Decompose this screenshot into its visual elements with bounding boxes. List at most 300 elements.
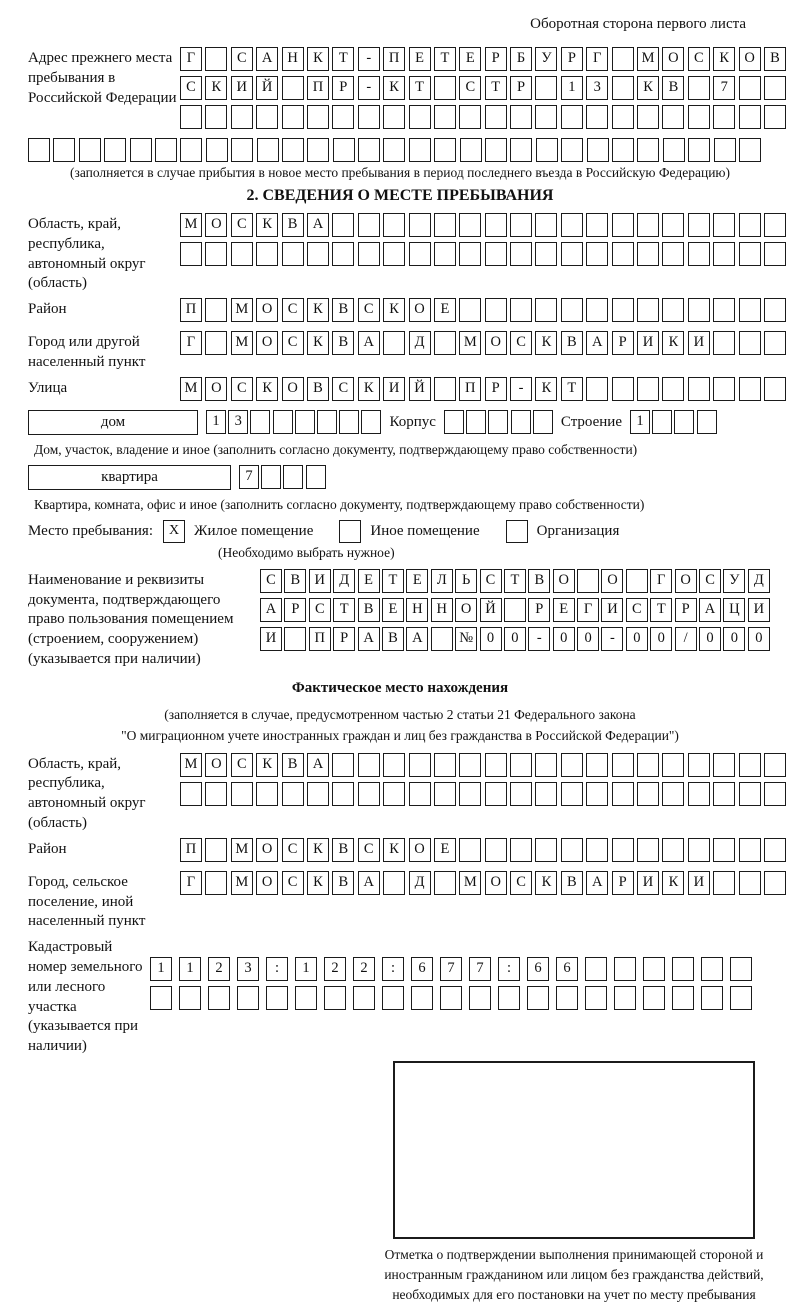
char-box[interactable] (459, 105, 481, 129)
char-box[interactable] (585, 957, 607, 981)
char-box[interactable]: И (383, 377, 405, 401)
char-box[interactable] (739, 331, 761, 355)
char-box[interactable]: О (409, 298, 431, 322)
char-box[interactable]: - (528, 627, 550, 651)
char-box[interactable] (205, 242, 227, 266)
char-box[interactable] (333, 138, 355, 162)
char-box[interactable] (409, 213, 431, 237)
char-box[interactable] (535, 76, 557, 100)
char-box[interactable] (701, 986, 723, 1010)
char-box[interactable]: А (586, 331, 608, 355)
char-box[interactable] (739, 753, 761, 777)
char-box[interactable] (250, 410, 270, 434)
char-box[interactable]: М (180, 377, 202, 401)
char-box[interactable]: В (528, 569, 550, 593)
char-box[interactable] (434, 871, 456, 895)
char-box[interactable]: П (180, 298, 202, 322)
char-box[interactable]: И (688, 331, 710, 355)
char-box[interactable] (155, 138, 177, 162)
char-box[interactable]: Р (561, 47, 583, 71)
char-box[interactable] (701, 957, 723, 981)
char-box[interactable]: Д (409, 871, 431, 895)
char-box[interactable]: В (282, 753, 304, 777)
char-box[interactable]: С (358, 838, 380, 862)
char-box[interactable] (739, 782, 761, 806)
char-box[interactable] (485, 753, 507, 777)
char-box[interactable]: Т (409, 76, 431, 100)
char-box[interactable]: К (256, 753, 278, 777)
char-box[interactable] (440, 986, 462, 1010)
char-box[interactable]: И (637, 331, 659, 355)
char-box[interactable]: М (231, 298, 253, 322)
char-box[interactable] (533, 410, 553, 434)
char-box[interactable] (434, 331, 456, 355)
char-box[interactable] (180, 242, 202, 266)
char-box[interactable]: 3 (228, 410, 248, 434)
char-box[interactable] (205, 298, 227, 322)
char-box[interactable] (739, 76, 761, 100)
char-box[interactable] (587, 138, 609, 162)
char-box[interactable]: Р (333, 627, 355, 651)
char-box[interactable] (536, 138, 558, 162)
char-box[interactable]: И (688, 871, 710, 895)
char-box[interactable] (295, 410, 315, 434)
char-box[interactable] (459, 838, 481, 862)
char-box[interactable]: Д (409, 331, 431, 355)
char-box[interactable] (637, 377, 659, 401)
char-box[interactable] (485, 838, 507, 862)
char-box[interactable]: Е (434, 838, 456, 862)
char-box[interactable]: Й (256, 76, 278, 100)
char-box[interactable] (282, 138, 304, 162)
char-box[interactable]: С (510, 331, 532, 355)
char-box[interactable]: А (260, 598, 282, 622)
char-box[interactable]: С (688, 47, 710, 71)
char-box[interactable] (612, 782, 634, 806)
char-box[interactable] (510, 753, 532, 777)
char-box[interactable] (662, 105, 684, 129)
char-box[interactable]: О (553, 569, 575, 593)
char-box[interactable] (713, 782, 735, 806)
char-box[interactable] (586, 377, 608, 401)
char-box[interactable]: К (307, 838, 329, 862)
char-box[interactable]: С (282, 871, 304, 895)
char-box[interactable] (688, 377, 710, 401)
char-box[interactable] (206, 138, 228, 162)
char-box[interactable]: Р (332, 76, 354, 100)
char-box[interactable] (383, 138, 405, 162)
char-box[interactable] (231, 138, 253, 162)
char-box[interactable] (358, 753, 380, 777)
char-box[interactable] (180, 105, 202, 129)
char-box[interactable] (358, 138, 380, 162)
char-box[interactable]: В (332, 331, 354, 355)
char-box[interactable] (688, 76, 710, 100)
char-box[interactable] (361, 410, 381, 434)
char-box[interactable]: К (383, 298, 405, 322)
char-box[interactable] (358, 782, 380, 806)
char-box[interactable] (485, 213, 507, 237)
char-box[interactable] (205, 782, 227, 806)
char-box[interactable] (586, 105, 608, 129)
char-box[interactable]: П (309, 627, 331, 651)
char-box[interactable]: 7 (713, 76, 735, 100)
char-box[interactable]: С (510, 871, 532, 895)
char-box[interactable]: 1 (150, 957, 172, 981)
char-box[interactable] (382, 986, 404, 1010)
char-box[interactable] (713, 377, 735, 401)
char-box[interactable]: Г (586, 47, 608, 71)
house-type-box[interactable]: дом (28, 410, 198, 435)
char-box[interactable]: О (485, 331, 507, 355)
char-box[interactable]: 0 (504, 627, 526, 651)
char-box[interactable]: Е (553, 598, 575, 622)
char-box[interactable]: К (535, 377, 557, 401)
char-box[interactable] (353, 986, 375, 1010)
char-box[interactable] (282, 76, 304, 100)
char-box[interactable]: 0 (650, 627, 672, 651)
char-box[interactable] (383, 105, 405, 129)
char-box[interactable]: Ц (723, 598, 745, 622)
char-box[interactable] (662, 298, 684, 322)
char-box[interactable] (688, 782, 710, 806)
char-box[interactable] (488, 410, 508, 434)
char-box[interactable]: : (382, 957, 404, 981)
char-box[interactable]: Ь (455, 569, 477, 593)
char-box[interactable] (612, 838, 634, 862)
char-box[interactable] (434, 76, 456, 100)
char-box[interactable] (586, 838, 608, 862)
char-box[interactable]: М (459, 331, 481, 355)
char-box[interactable] (713, 838, 735, 862)
char-box[interactable] (612, 105, 634, 129)
char-box[interactable]: 0 (577, 627, 599, 651)
char-box[interactable] (626, 569, 648, 593)
char-box[interactable] (411, 986, 433, 1010)
char-box[interactable] (208, 986, 230, 1010)
char-box[interactable]: 2 (353, 957, 375, 981)
char-box[interactable] (612, 138, 634, 162)
char-box[interactable]: 1 (179, 957, 201, 981)
char-box[interactable] (383, 871, 405, 895)
char-box[interactable]: 0 (553, 627, 575, 651)
char-box[interactable] (637, 753, 659, 777)
char-box[interactable]: Г (180, 331, 202, 355)
char-box[interactable]: К (358, 377, 380, 401)
char-box[interactable]: К (307, 298, 329, 322)
char-box[interactable]: 0 (723, 627, 745, 651)
char-box[interactable] (612, 753, 634, 777)
char-box[interactable]: П (180, 838, 202, 862)
char-box[interactable]: - (358, 76, 380, 100)
char-box[interactable] (764, 105, 786, 129)
char-box[interactable] (339, 410, 359, 434)
char-box[interactable] (332, 105, 354, 129)
char-box[interactable] (739, 242, 761, 266)
char-box[interactable] (510, 105, 532, 129)
char-box[interactable] (256, 242, 278, 266)
char-box[interactable]: И (260, 627, 282, 651)
char-box[interactable]: Г (180, 47, 202, 71)
char-box[interactable]: И (637, 871, 659, 895)
char-box[interactable]: Н (431, 598, 453, 622)
char-box[interactable]: А (406, 627, 428, 651)
char-box[interactable] (511, 410, 531, 434)
char-box[interactable] (637, 782, 659, 806)
char-box[interactable]: О (282, 377, 304, 401)
char-box[interactable]: Р (510, 76, 532, 100)
char-box[interactable] (307, 105, 329, 129)
char-box[interactable]: Е (459, 47, 481, 71)
char-box[interactable] (739, 377, 761, 401)
char-box[interactable]: В (307, 377, 329, 401)
char-box[interactable] (612, 76, 634, 100)
char-box[interactable] (53, 138, 75, 162)
char-box[interactable] (612, 298, 634, 322)
char-box[interactable] (586, 242, 608, 266)
char-box[interactable]: Т (485, 76, 507, 100)
char-box[interactable] (324, 986, 346, 1010)
char-box[interactable]: Г (180, 871, 202, 895)
char-box[interactable]: Л (431, 569, 453, 593)
char-box[interactable] (612, 47, 634, 71)
char-box[interactable]: М (637, 47, 659, 71)
char-box[interactable]: К (205, 76, 227, 100)
char-box[interactable] (409, 782, 431, 806)
char-box[interactable] (179, 986, 201, 1010)
char-box[interactable]: В (662, 76, 684, 100)
char-box[interactable] (662, 213, 684, 237)
char-box[interactable]: С (282, 298, 304, 322)
char-box[interactable]: О (256, 298, 278, 322)
char-box[interactable]: П (307, 76, 329, 100)
char-box[interactable]: Е (409, 47, 431, 71)
char-box[interactable] (739, 298, 761, 322)
char-box[interactable]: К (662, 331, 684, 355)
char-box[interactable]: С (231, 47, 253, 71)
char-box[interactable] (764, 753, 786, 777)
char-box[interactable]: Д (333, 569, 355, 593)
char-box[interactable] (713, 298, 735, 322)
char-box[interactable]: К (383, 838, 405, 862)
char-box[interactable] (561, 105, 583, 129)
char-box[interactable]: П (383, 47, 405, 71)
char-box[interactable]: М (180, 753, 202, 777)
char-box[interactable] (561, 138, 583, 162)
char-box[interactable] (637, 213, 659, 237)
char-box[interactable] (257, 138, 279, 162)
char-box[interactable] (612, 242, 634, 266)
char-box[interactable] (688, 298, 710, 322)
checkbox-organization[interactable] (506, 520, 528, 543)
char-box[interactable] (662, 377, 684, 401)
char-box[interactable] (282, 105, 304, 129)
char-box[interactable] (535, 782, 557, 806)
char-box[interactable] (688, 138, 710, 162)
char-box[interactable] (688, 242, 710, 266)
char-box[interactable] (510, 138, 532, 162)
char-box[interactable] (586, 782, 608, 806)
char-box[interactable]: И (601, 598, 623, 622)
char-box[interactable] (652, 410, 672, 434)
char-box[interactable]: 7 (440, 957, 462, 981)
char-box[interactable] (674, 410, 694, 434)
char-box[interactable] (459, 782, 481, 806)
char-box[interactable]: С (282, 838, 304, 862)
char-box[interactable] (358, 105, 380, 129)
char-box[interactable]: 0 (480, 627, 502, 651)
char-box[interactable]: С (260, 569, 282, 593)
char-box[interactable]: № (455, 627, 477, 651)
char-box[interactable]: К (307, 331, 329, 355)
char-box[interactable] (697, 410, 717, 434)
char-box[interactable] (637, 138, 659, 162)
char-box[interactable] (261, 465, 281, 489)
char-box[interactable] (739, 871, 761, 895)
char-box[interactable]: К (535, 871, 557, 895)
char-box[interactable]: И (748, 598, 770, 622)
char-box[interactable] (332, 242, 354, 266)
char-box[interactable] (383, 331, 405, 355)
char-box[interactable] (535, 838, 557, 862)
char-box[interactable]: П (459, 377, 481, 401)
char-box[interactable]: : (266, 957, 288, 981)
apartment-type-box[interactable]: квартира (28, 465, 231, 490)
char-box[interactable]: А (307, 753, 329, 777)
char-box[interactable]: 7 (469, 957, 491, 981)
char-box[interactable] (561, 242, 583, 266)
char-box[interactable] (510, 782, 532, 806)
char-box[interactable] (643, 957, 665, 981)
char-box[interactable]: К (307, 47, 329, 71)
char-box[interactable] (485, 298, 507, 322)
char-box[interactable]: 6 (527, 957, 549, 981)
char-box[interactable] (510, 298, 532, 322)
char-box[interactable]: И (231, 76, 253, 100)
char-box[interactable] (612, 213, 634, 237)
char-box[interactable] (713, 753, 735, 777)
char-box[interactable] (764, 331, 786, 355)
char-box[interactable]: 3 (586, 76, 608, 100)
char-box[interactable]: О (256, 871, 278, 895)
char-box[interactable] (504, 598, 526, 622)
char-box[interactable] (434, 138, 456, 162)
char-box[interactable]: С (480, 569, 502, 593)
char-box[interactable] (434, 753, 456, 777)
char-box[interactable]: И (309, 569, 331, 593)
char-box[interactable]: Н (282, 47, 304, 71)
char-box[interactable] (561, 298, 583, 322)
char-box[interactable] (637, 838, 659, 862)
char-box[interactable] (383, 753, 405, 777)
char-box[interactable] (205, 331, 227, 355)
char-box[interactable] (434, 213, 456, 237)
char-box[interactable] (434, 377, 456, 401)
char-box[interactable] (237, 986, 259, 1010)
char-box[interactable] (485, 138, 507, 162)
char-box[interactable] (637, 105, 659, 129)
char-box[interactable]: А (358, 627, 380, 651)
char-box[interactable]: В (764, 47, 786, 71)
char-box[interactable] (672, 986, 694, 1010)
char-box[interactable] (284, 627, 306, 651)
char-box[interactable]: С (231, 753, 253, 777)
char-box[interactable] (713, 871, 735, 895)
char-box[interactable] (205, 871, 227, 895)
char-box[interactable]: 3 (237, 957, 259, 981)
char-box[interactable]: / (675, 627, 697, 651)
char-box[interactable] (561, 753, 583, 777)
char-box[interactable] (730, 986, 752, 1010)
char-box[interactable]: В (382, 627, 404, 651)
char-box[interactable] (764, 213, 786, 237)
char-box[interactable] (672, 957, 694, 981)
char-box[interactable]: С (231, 377, 253, 401)
char-box[interactable] (662, 838, 684, 862)
char-box[interactable] (556, 986, 578, 1010)
char-box[interactable]: О (205, 753, 227, 777)
char-box[interactable] (466, 410, 486, 434)
char-box[interactable]: Т (650, 598, 672, 622)
char-box[interactable]: В (561, 331, 583, 355)
char-box[interactable] (459, 753, 481, 777)
char-box[interactable]: А (586, 871, 608, 895)
char-box[interactable] (485, 782, 507, 806)
char-box[interactable]: М (231, 331, 253, 355)
char-box[interactable]: С (332, 377, 354, 401)
char-box[interactable]: С (699, 569, 721, 593)
char-box[interactable]: 1 (295, 957, 317, 981)
char-box[interactable]: - (601, 627, 623, 651)
char-box[interactable] (614, 957, 636, 981)
char-box[interactable]: К (383, 76, 405, 100)
char-box[interactable] (205, 838, 227, 862)
char-box[interactable]: Е (382, 598, 404, 622)
char-box[interactable]: Д (748, 569, 770, 593)
char-box[interactable] (130, 138, 152, 162)
char-box[interactable]: Б (510, 47, 532, 71)
char-box[interactable] (510, 838, 532, 862)
char-box[interactable] (444, 410, 464, 434)
char-box[interactable] (739, 213, 761, 237)
char-box[interactable] (283, 465, 303, 489)
char-box[interactable] (764, 76, 786, 100)
char-box[interactable]: 7 (239, 465, 259, 489)
char-box[interactable] (485, 105, 507, 129)
char-box[interactable] (614, 986, 636, 1010)
char-box[interactable]: Й (409, 377, 431, 401)
char-box[interactable] (535, 242, 557, 266)
char-box[interactable]: 1 (630, 410, 650, 434)
char-box[interactable] (469, 986, 491, 1010)
char-box[interactable]: В (358, 598, 380, 622)
char-box[interactable]: С (626, 598, 648, 622)
char-box[interactable]: О (739, 47, 761, 71)
char-box[interactable] (434, 105, 456, 129)
char-box[interactable] (273, 410, 293, 434)
char-box[interactable]: У (535, 47, 557, 71)
char-box[interactable] (231, 242, 253, 266)
char-box[interactable] (561, 213, 583, 237)
char-box[interactable]: Р (612, 871, 634, 895)
char-box[interactable] (256, 105, 278, 129)
char-box[interactable] (713, 213, 735, 237)
char-box[interactable] (205, 105, 227, 129)
char-box[interactable] (409, 138, 431, 162)
char-box[interactable]: С (459, 76, 481, 100)
char-box[interactable] (332, 213, 354, 237)
char-box[interactable] (306, 465, 326, 489)
